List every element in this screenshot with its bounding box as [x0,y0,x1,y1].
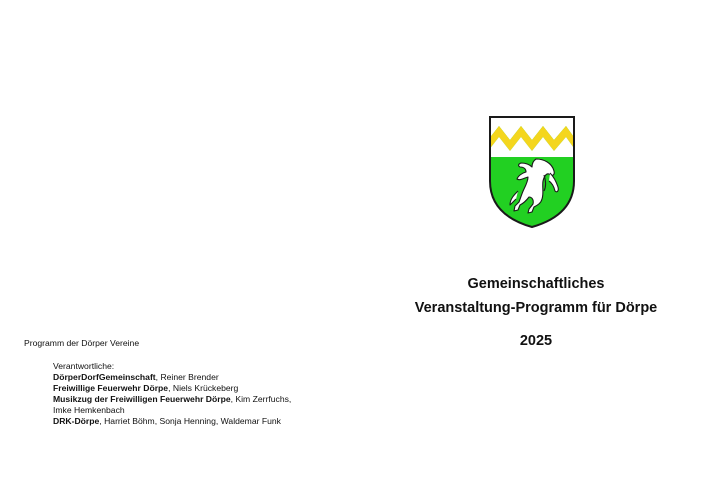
program-label: Programm der Dörper Vereine [24,338,140,348]
coat-of-arms [488,115,576,229]
title-line-2: Veranstaltung-Programm für Dörpe [414,300,658,316]
responsible-org: Freiwillige Feuerwehr Dörpe [53,383,169,393]
responsible-people: , Harriet Böhm, Sonja Henning, Waldemar Funk [99,416,281,426]
responsible-list [53,361,293,427]
responsible-item [53,372,293,383]
responsible-people: , Niels Krückeberg [168,383,239,393]
responsible-item [53,394,293,416]
title-year: 2025 [519,333,553,349]
responsible-people: , Reiner Brender [155,372,219,382]
responsible-heading: Verantwortliche: [53,361,115,371]
responsible-org: DRK-Dörpe [53,416,100,426]
responsible-item [53,416,293,427]
responsible-org: Musikzug der Freiwilligen Feuerwehr Dörpe [53,394,231,404]
title-block [395,272,677,349]
responsible-people: , Kim Zerrfuchs, Imke Hemkenbach [53,394,292,415]
responsible-item [53,383,293,394]
responsible-org: DörperDorfGemeinschaft [53,372,156,382]
title-line-1: Gemeinschaftliches [467,276,605,292]
